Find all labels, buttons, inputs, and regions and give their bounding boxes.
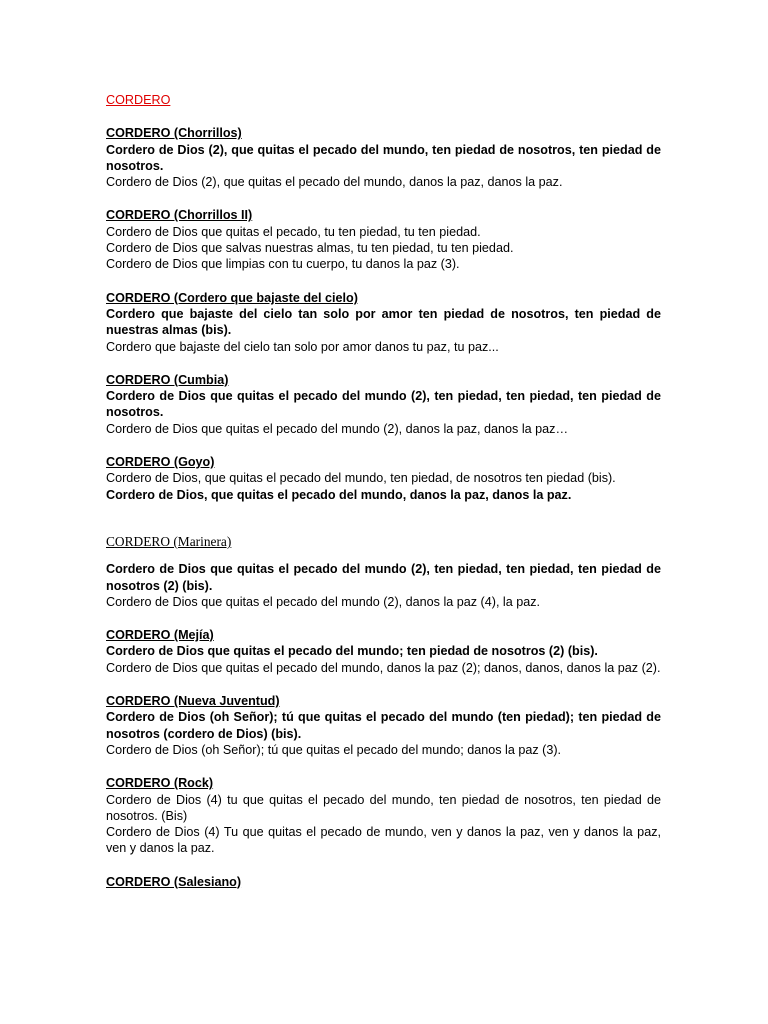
lyric-line: Cordero de Dios que quitas el pecado, tu ten piedad, tu ten piedad. [106,224,481,239]
lyric-line: Cordero de Dios, que quitas el pecado del mundo, ten piedad, de nosotros ten piedad (bis). [106,471,616,486]
lyric-line: Cordero de Dios (2), que quitas el pecado del mundo, ten piedad de nosotros, ten piedad de nosotros. [106,142,661,173]
lyric-line: Cordero de Dios que limpias con tu cuerpo, tu danos la paz (3). [106,257,460,272]
song-section [106,372,661,437]
song-heading: CORDERO (Cumbia) [106,372,229,387]
lyric-line: Cordero de Dios que quitas el pecado del mundo (2), danos la paz, danos la paz… [106,421,569,436]
song-section [106,693,661,758]
song-heading: CORDERO (Cordero que bajaste del cielo) [106,290,358,305]
song-section [106,627,661,676]
lyric-line: Cordero que bajaste del cielo tan solo por amor ten piedad de nosotros, ten piedad de nuestras almas (bis). [106,306,661,338]
song-section [106,775,661,856]
lyric-line: Cordero de Dios (4) Tu que quitas el pecado de mundo, ven y danos la paz, ven y danos la paz, ven y danos la paz. [106,825,661,856]
lyric-line: Cordero que bajaste del cielo tan solo por amor danos tu paz, tu paz... [106,339,499,354]
document-title: CORDERO [106,93,171,107]
song-section [106,290,661,355]
song-heading: CORDERO (Chorrillos II) [106,208,253,223]
song-section [106,874,661,890]
lyric-line: Cordero de Dios que quitas el pecado del mundo (2), ten piedad, ten piedad, ten piedad de nosotros. [106,389,661,420]
lyric-line: Cordero de Dios que quitas el pecado del mundo; ten piedad de nosotros (2) (bis). [106,644,598,659]
song-section [106,125,661,190]
song-section [106,454,661,503]
song-heading: CORDERO (Mejía) [106,628,214,643]
lyric-line: Cordero de Dios que quitas el pecado del mundo (2), ten piedad, ten piedad, ten piedad de nosotros (2) (bis). [106,562,661,593]
song-list [106,125,661,890]
lyric-line: Cordero de Dios (4) tu que quitas el pecado del mundo, ten piedad de nosotros, ten piedad de nosotros. (Bis) [106,792,661,823]
lyric-line: Cordero de Dios (oh Señor); tú que quitas el pecado del mundo; danos la paz (3). [106,742,562,757]
song-heading: CORDERO (Chorrillos) [106,126,242,141]
lyric-line: Cordero de Dios que salvas nuestras almas, tu ten piedad, tu ten piedad. [106,241,514,256]
lyric-line: Cordero de Dios (oh Señor); tú que quitas el pecado del mundo (ten piedad); ten piedad de nosotros (cordero de Dios) (bis). [106,710,661,741]
lyric-line: Cordero de Dios, que quitas el pecado del mundo, danos la paz, danos la paz. [106,487,572,502]
song-heading: CORDERO (Nueva Juventud) [106,694,280,709]
document-body [106,92,661,907]
song-section [106,207,661,272]
song-section [106,534,661,610]
song-heading: CORDERO (Salesiano) [106,874,242,889]
song-heading: CORDERO (Goyo) [106,455,215,470]
lyric-line: Cordero de Dios (2), que quitas el pecado del mundo, danos la paz, danos la paz. [106,175,563,190]
song-heading: CORDERO (Rock) [106,776,214,791]
lyric-line: Cordero de Dios que quitas el pecado del mundo, danos la paz (2); danos, danos, danos la paz (2). [106,660,661,675]
song-heading: CORDERO (Marinera) [106,533,232,549]
lyric-line: Cordero de Dios que quitas el pecado del mundo (2), danos la paz (4), la paz. [106,594,541,609]
